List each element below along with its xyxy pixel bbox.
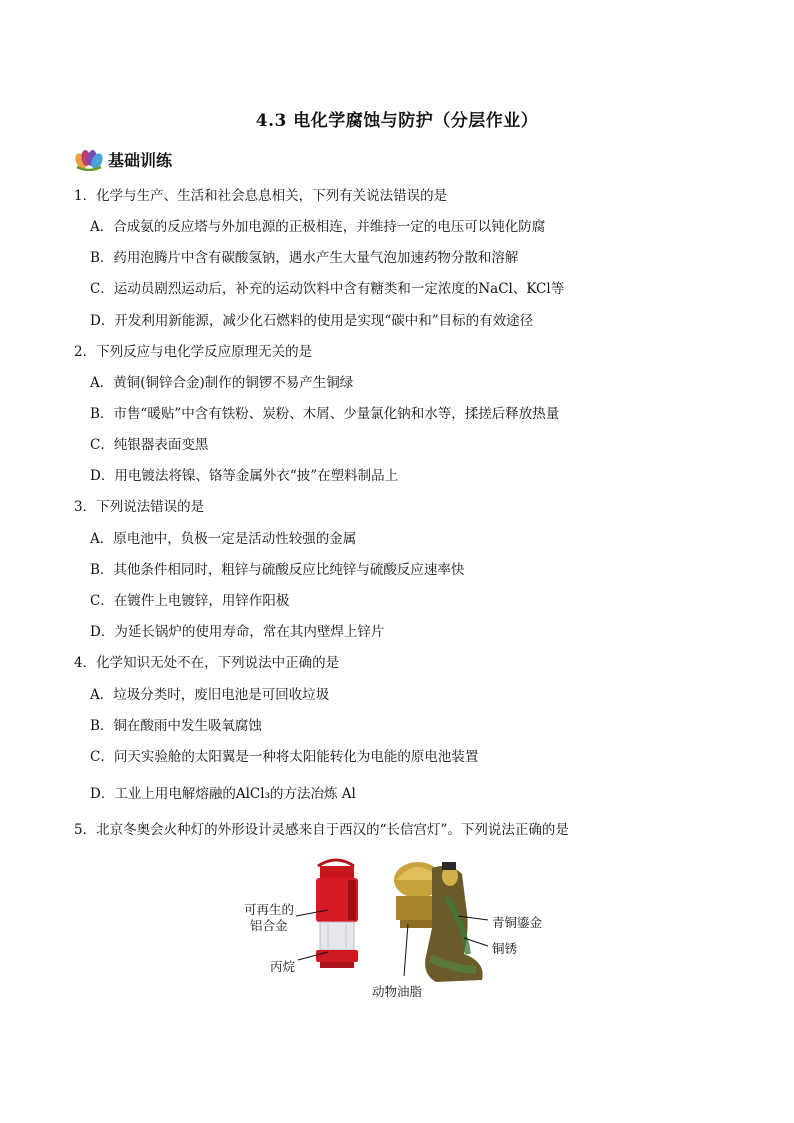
- question-3-option-b: B．其他条件相同时，粗锌与硫酸反应比纯锌与硫酸反应速率快: [90, 562, 465, 578]
- section-title: 基础训练: [108, 150, 173, 170]
- changxin-palace-lamp: [394, 862, 483, 982]
- section-flower-icon: [74, 147, 104, 171]
- question-3-option-c: C．在镀件上电镀锌，用锌作阳极: [90, 593, 290, 609]
- question-2-option-b: B．市售“暖贴”中含有铁粉、炭粉、木屑、少量氯化钠和水等，揉搓后释放热量: [90, 406, 560, 422]
- question-2-stem: 2．下列反应与电化学反应原理无关的是: [74, 344, 313, 360]
- lamp-figure: [236, 858, 556, 1008]
- label-rust: 铜锈: [492, 941, 518, 956]
- question-3-option-d: D．为延长锅炉的使用寿命，常在其内壁焊上锌片: [90, 624, 385, 640]
- question-2-option-a: A．黄铜(铜锌合金)制作的铜锣不易产生铜绿: [90, 375, 354, 391]
- question-1-option-b: B．药用泡腾片中含有碳酸氢钠，遇水产生大量气泡加速药物分散和溶解: [90, 250, 519, 266]
- label-bronze: 青铜鎏金: [492, 915, 543, 930]
- question-3-stem: 3．下列说法错误的是: [74, 499, 205, 515]
- question-1-option-c: C．运动员剧烈运动后，补充的运动饮料中含有糖类和一定浓度的NaCl、KCl等: [90, 281, 565, 297]
- label-alloy-line1: 可再生的: [244, 902, 295, 917]
- olympic-torch-lamp: [316, 860, 358, 968]
- question-4-option-d: D．工业上用电解熔融的AlCl₃的方法冶炼 Al: [90, 786, 356, 802]
- question-1-stem: 1．化学与生产、生活和社会息息相关，下列有关说法错误的是: [74, 188, 448, 204]
- page-title: 4.3 电化学腐蚀与防护（分层作业）: [255, 111, 539, 131]
- label-fat: 动物油脂: [372, 984, 423, 999]
- question-4-option-c: C．问天实验舱的太阳翼是一种将太阳能转化为电能的原电池装置: [90, 749, 479, 765]
- question-4-option-b: B．铜在酸雨中发生吸氧腐蚀: [90, 718, 262, 734]
- leader-line-fat: [404, 924, 408, 976]
- label-propane: 丙烷: [270, 959, 296, 974]
- question-1-option-a: A．合成氨的反应塔与外加电源的正极相连，并维持一定的电压可以钝化防腐: [90, 219, 546, 235]
- question-5-stem: 5．北京冬奥会火种灯的外形设计灵感来自于西汉的“长信宫灯”。下列说法正确的是: [74, 822, 569, 838]
- question-4-option-a: A．垃圾分类时，废旧电池是可回收垃圾: [90, 687, 330, 703]
- question-4-stem: 4．化学知识无处不在，下列说法中正确的是: [74, 655, 340, 671]
- section-header: [74, 146, 172, 172]
- question-2-option-d: D．用电镀法将镍、铬等金属外衣“披”在塑料制品上: [90, 468, 399, 484]
- label-alloy-line2: 铝合金: [250, 918, 288, 933]
- question-1-option-d: D．开发利用新能源，减少化石燃料的使用是实现“碳中和”目标的有效途径: [90, 313, 534, 329]
- question-2-option-c: C．纯银器表面变黑: [90, 437, 209, 453]
- question-3-option-a: A．原电池中，负极一定是活动性较强的金属: [90, 531, 357, 547]
